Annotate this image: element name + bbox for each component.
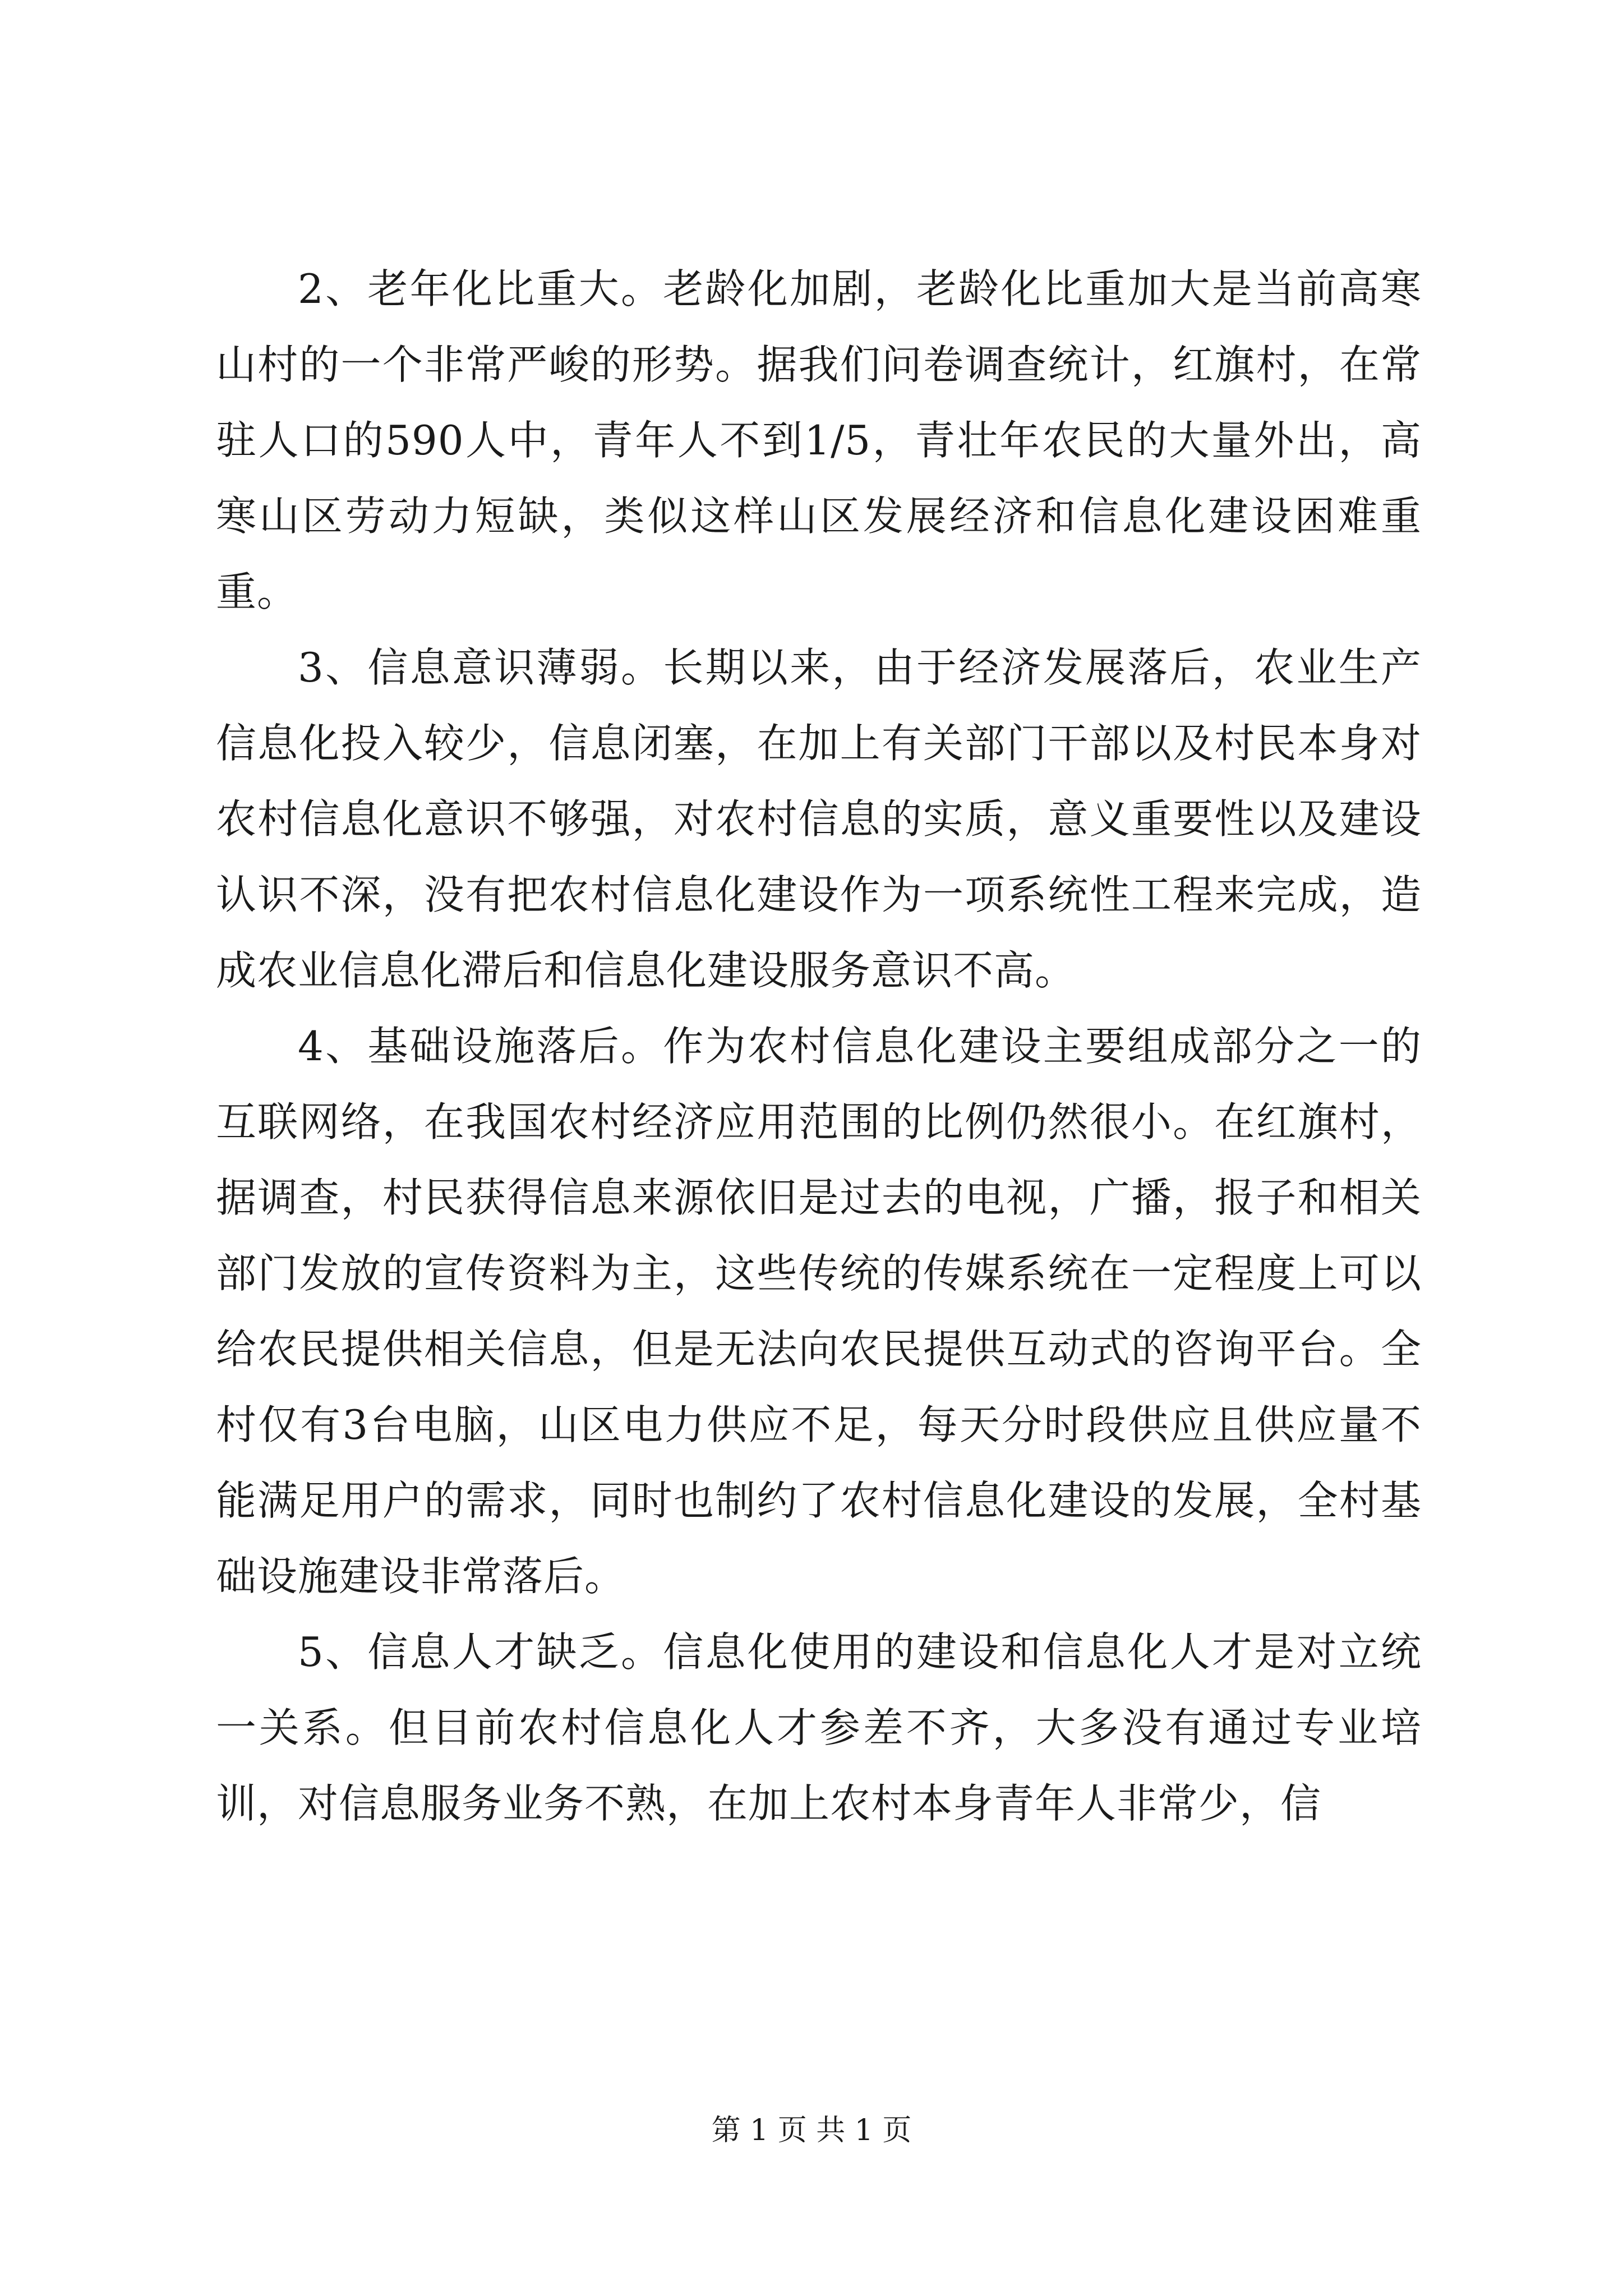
paragraph-information-awareness: 3、信息意识薄弱。长期以来，由于经济发展落后，农业生产信息化投入较少，信息闭塞，在加上有关部门干部以及村民本身对农村信息化意识不够强，对农村信息的实质，意义重要性以及建设认识不深，没有把农村信息化建设作为一项系统性工程来完成，造成农业信息化滞后和信息化建设服务意识不高。 [216, 644, 1422, 994]
document-body [216, 251, 1422, 1842]
paragraph-infrastructure: 4、基础设施落后。作为农村信息化建设主要组成部分之一的互联网络，在我国农村经济应用范围的比例仍然很小。在红旗村，据调查，村民获得信息来源依旧是过去的电视，广播，报子和相关部门发放的宣传资料为主，这些传统的传媒系统在一定程度上可以给农民提供相关信息，但是无法向农民提供互动式的咨询平台。全村仅有3台电脑，山区电力供应不足，每天分时段供应且供应量不能满足用户的需求，同时也制约了农村信息化建设的发展，全村基础设施建设非常落后。 [216, 1023, 1422, 1600]
page-number-footer: 第 1 页 共 1 页 [711, 2114, 912, 2147]
paragraph-talent-shortage: 5、信息人才缺乏。信息化使用的建设和信息化人才是对立统一关系。但目前农村信息化人才参差不齐，大多没有通过专业培训，对信息服务业务不熟，在加上农村本身青年人非常少，信 [216, 1628, 1422, 1827]
paragraph-aging-population: 2、老年化比重大。老龄化加剧，老龄化比重加大是当前高寒山村的一个非常严峻的形势。据我们问卷调查统计，红旗村，在常驻人口的590人中，青年人不到1/5，青壮年农民的大量外出，高寒山区劳动力短缺，类似这样山区发展经济和信息化建设困难重重。 [216, 265, 1422, 615]
